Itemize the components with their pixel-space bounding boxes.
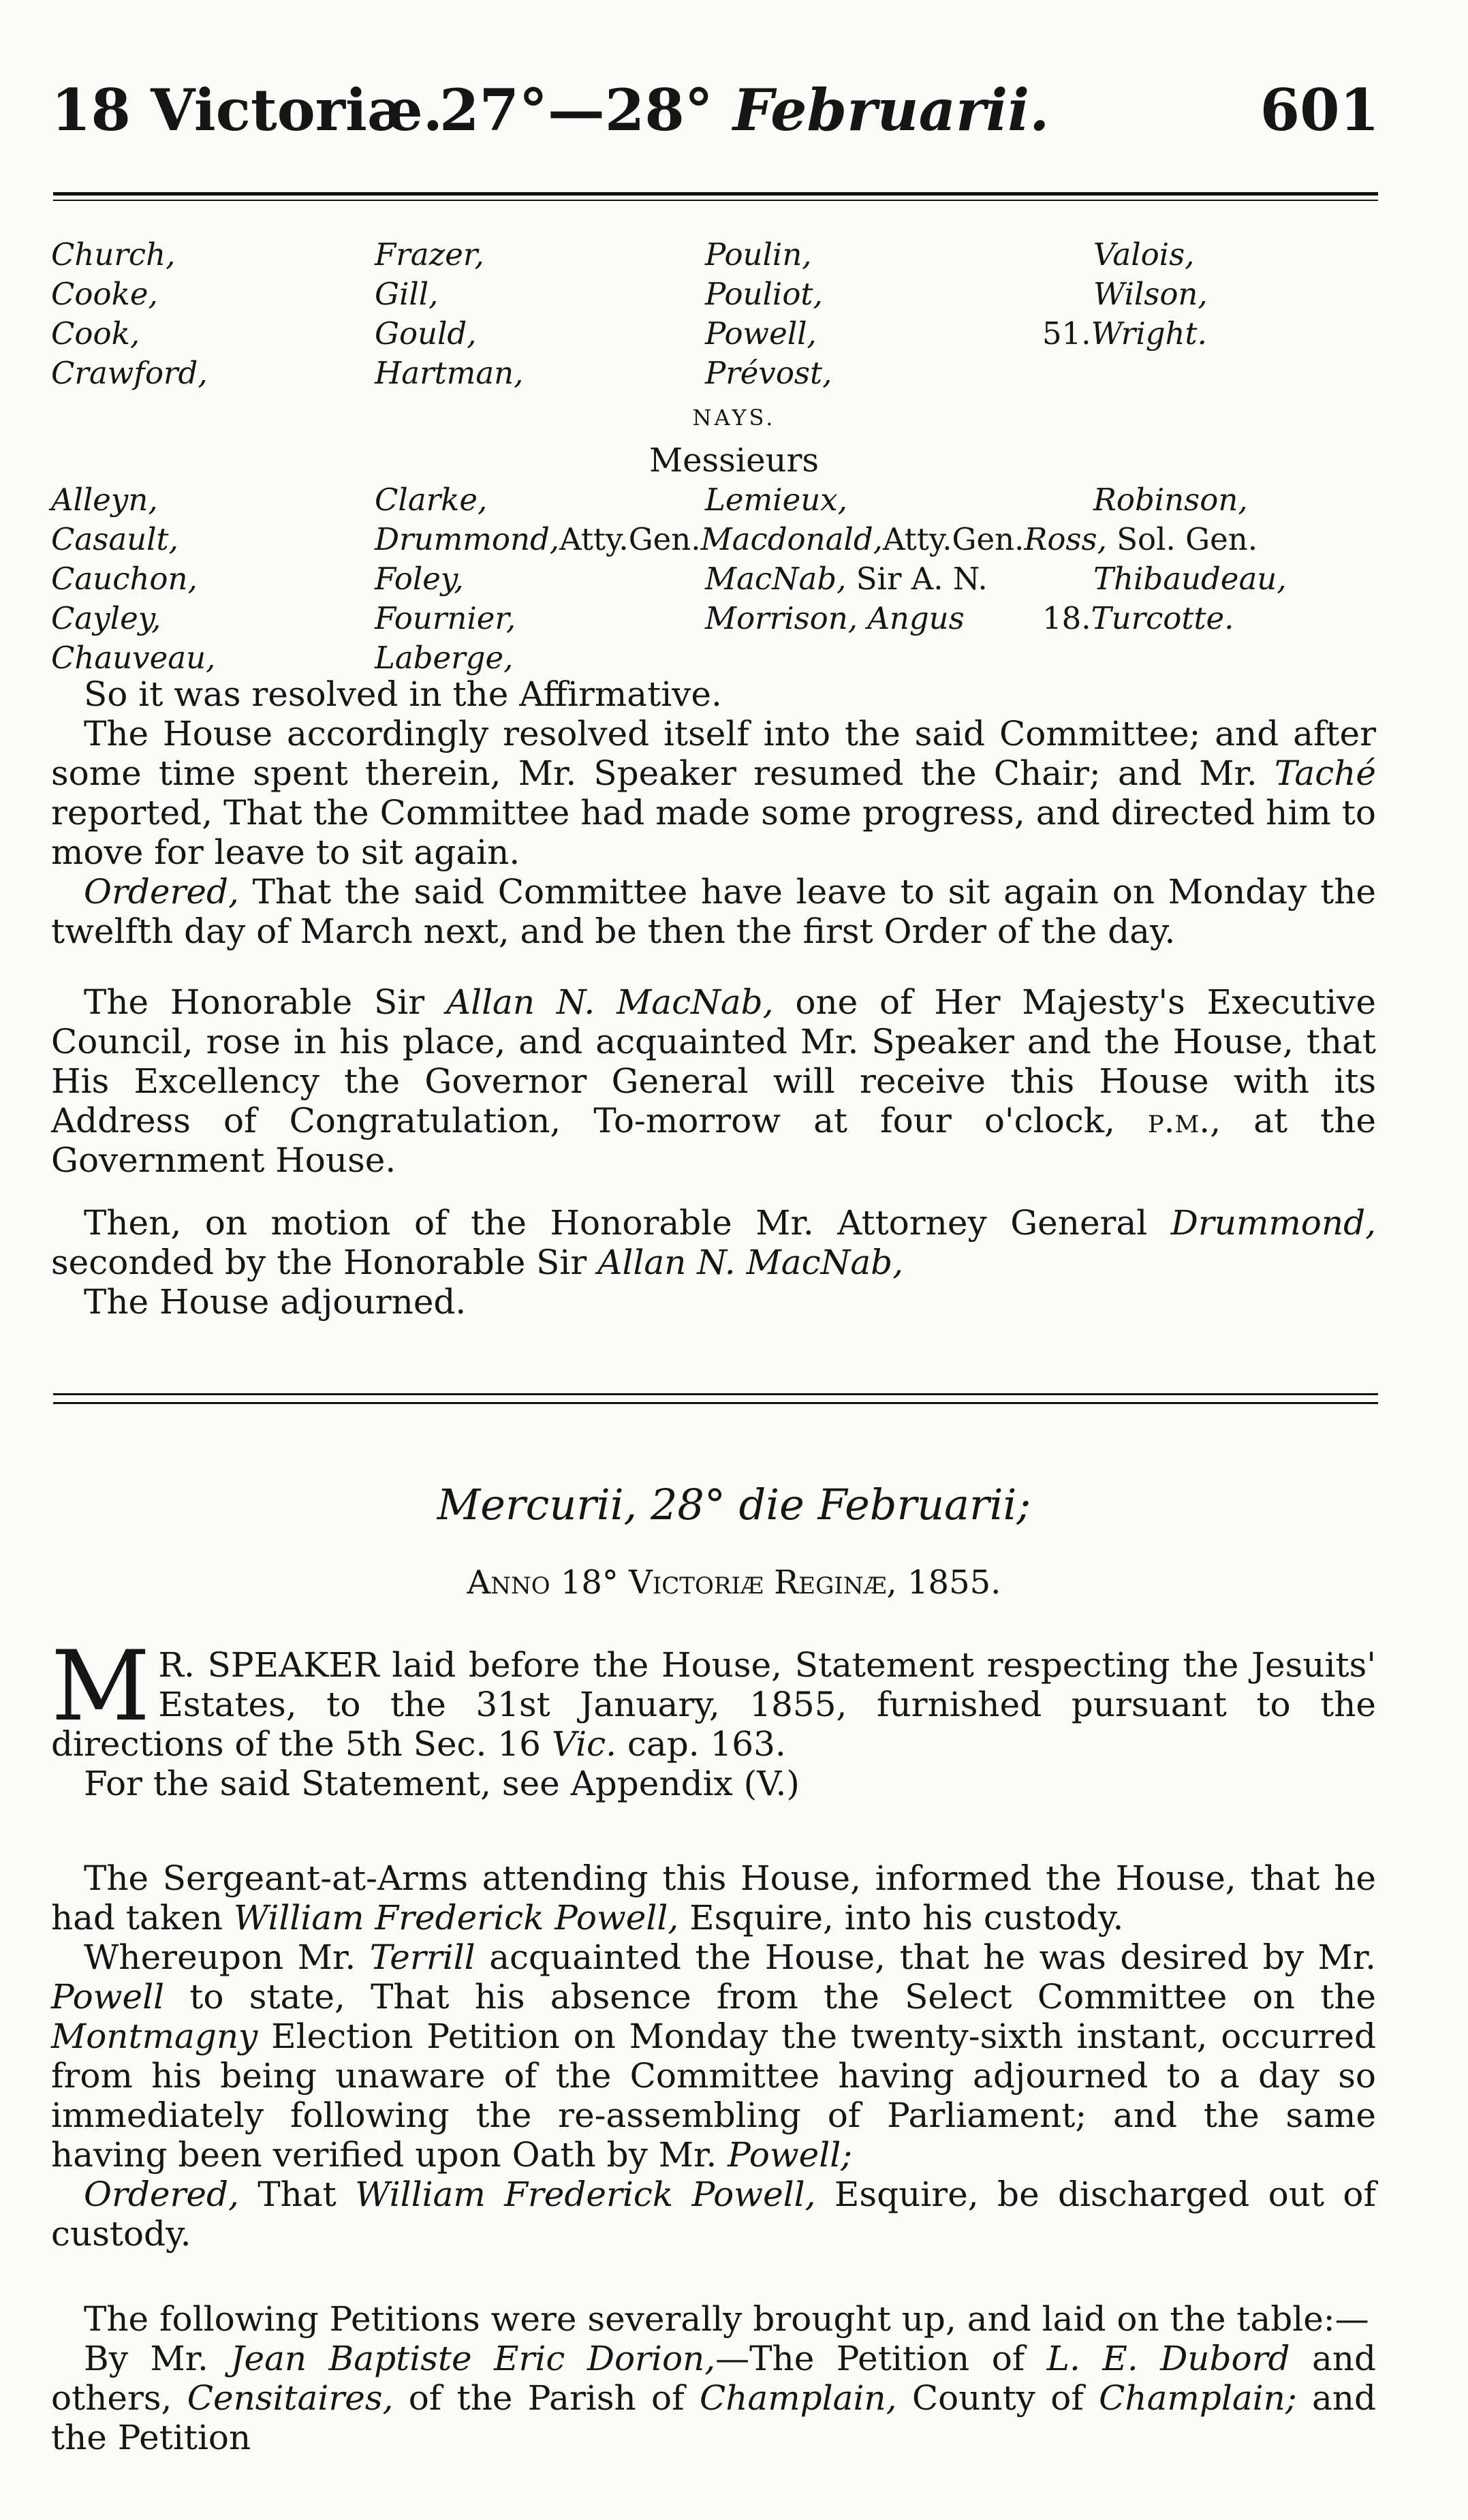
member-name: Fournier, <box>375 600 516 636</box>
text-run: acquainted the House, that he was desired by Mr. <box>475 1938 1376 1977</box>
member-name: L. E. Dubord <box>1046 2339 1290 2378</box>
text-run: of the Parish of <box>393 2378 700 2418</box>
office-title: Atty.Gen. <box>882 521 1025 557</box>
member-name: Hartman, <box>375 355 524 391</box>
adjournment-paragraph <box>51 1203 1376 1322</box>
member-name-with-office <box>705 559 988 599</box>
text-run: die Februarii; <box>725 1480 1031 1529</box>
nays-heading: NAYS. <box>692 405 776 431</box>
text-run: Whereupon Mr. <box>84 1938 370 1977</box>
place-name: Champlain; <box>1099 2378 1297 2418</box>
header-month: Februarii. <box>733 76 1050 144</box>
order-paragraph <box>51 2175 1376 2254</box>
committee-report <box>51 714 1376 872</box>
text-run: Then, on motion of the Honorable Mr. Attorney General <box>84 1203 1171 1243</box>
text-run: Mercurii, 28 <box>437 1480 704 1529</box>
section-rule <box>53 1393 1378 1404</box>
petitions-intro: The following Petitions were severally brought up, and laid on the table:— <box>84 2299 1369 2339</box>
member-name: Lemieux, <box>705 482 847 518</box>
name-row <box>51 314 1386 354</box>
member-name: Cayley, <box>51 600 161 636</box>
text-run: , at the Government House. <box>51 1101 1377 1180</box>
speaker-statement-paragraph <box>51 1630 1376 1803</box>
member-name: Morrison, Angus <box>705 600 965 636</box>
member-name: William Frederick Powell, <box>355 2175 816 2214</box>
yeas-total: 51. <box>1042 315 1091 352</box>
text-run: By Mr. <box>84 2339 231 2378</box>
member-name: Terrill <box>369 1938 475 1977</box>
place-name: Champlain, <box>699 2378 897 2418</box>
member-name: MacNab, <box>705 561 847 597</box>
name-row <box>51 275 1386 314</box>
member-name-with-total <box>1042 314 1207 354</box>
resolution-line: So it was resolved in the Affirmative. <box>84 674 722 714</box>
text-run: and others, <box>51 2339 1377 2418</box>
member-name: Allan N. MacNab, <box>446 982 774 1022</box>
custody-paragraph <box>51 1858 1376 2254</box>
text-run: The Honorable Sir <box>84 982 446 1022</box>
text-run: one of Her Majesty's Executive Council, rose in his place, and acquainted Mr. Speaker and the House, that His Excellency the Governor General will receive this House with its Address of Congratulation, To-morrow at four o'clock, <box>51 982 1377 1140</box>
text-run: Election Petition on Monday the twenty-sixth instant, occurred from his being unaware of the Committee having adjourned to a day so immediately following the re-assembling of Parliament; and the same having been verified upon Oath by Mr. <box>51 2017 1376 2175</box>
nays-total: 18. <box>1042 600 1091 636</box>
member-name: Powell; <box>728 2135 853 2175</box>
member-name-with-office <box>375 520 1258 559</box>
text-run: That the said Committee have leave to sit again on Monday the twelfth day of March next, and be then the first Order of the day. <box>51 872 1376 951</box>
motion-text <box>51 1203 1376 1282</box>
text-run: Esquire, be discharged out of custody. <box>51 2175 1376 2254</box>
member-name: Casault, <box>51 521 178 557</box>
member-name: Foley, <box>375 561 464 597</box>
custody-text <box>51 1858 1376 1938</box>
ordered-label: Ordered, <box>84 2175 239 2214</box>
member-name: Wright. <box>1091 315 1207 352</box>
member-name: Gould, <box>375 315 477 352</box>
header-dates <box>439 76 1049 144</box>
member-name: Church, <box>51 236 176 273</box>
member-name: Gill, <box>375 276 439 312</box>
name-row <box>51 235 1386 275</box>
member-name: Powell <box>51 1977 165 2017</box>
member-name: Macdonald, <box>700 521 883 557</box>
member-name: Alleyn, <box>51 482 158 518</box>
address-paragraph <box>51 982 1376 1180</box>
member-name: Prévost, <box>705 355 832 391</box>
anno-line: Anno 18° Victoriæ Reginæ, 1855. <box>467 1564 1001 1602</box>
office-title: Atty.Gen. <box>559 521 701 557</box>
text-run: seconded by the Honorable Sir <box>51 1243 598 1282</box>
text-run: cap. 163. <box>616 1724 786 1764</box>
nays-list <box>51 480 1386 678</box>
office-title: Sir A. N. <box>856 561 988 597</box>
place-name: Montmagny <box>51 2017 258 2056</box>
name-row <box>51 480 1386 520</box>
header-day-range: 27°—28° <box>439 76 713 144</box>
member-name: Clarke, <box>375 482 488 518</box>
yeas-list <box>51 235 1386 393</box>
header-rule <box>53 192 1378 201</box>
header-regnal-year: 18 Victoriæ. <box>51 76 443 144</box>
member-name: Drummond, <box>375 521 560 557</box>
member-name: Powell, <box>705 315 817 352</box>
text-run: The House accordingly resolved itself into the said Committee; and after some time spent therein, Mr. Speaker resumed the Chair; and Mr. <box>51 714 1376 793</box>
drop-cap: M <box>51 1630 151 1743</box>
text-run: Esquire, into his custody. <box>678 1898 1124 1938</box>
member-name: Cooke, <box>51 276 158 312</box>
petition-text <box>51 2339 1376 2457</box>
text-run: That <box>238 2175 356 2214</box>
member-name: Laberge, <box>375 640 514 676</box>
text-run: The Sergeant-at-Arms attending this House, informed the House, that he had taken <box>51 1858 1376 1938</box>
member-name: Wilson, <box>1093 276 1208 312</box>
appendix-line: For the said Statement, see Appendix (V.) <box>84 1764 800 1803</box>
ordered-label: Ordered, <box>84 872 239 912</box>
member-name: Robinson, <box>1093 482 1248 518</box>
name-row <box>51 559 1386 599</box>
page-number: 601 <box>1260 76 1379 144</box>
member-name: Ross, <box>1024 521 1107 557</box>
text-run: to state, That his absence from the Select Committee on the <box>164 1977 1376 2017</box>
adjourned-line: The House adjourned. <box>84 1282 467 1322</box>
member-name: Frazer, <box>375 236 484 273</box>
member-name: William Frederick Powell, <box>233 1898 679 1938</box>
day-heading <box>0 1480 1468 1529</box>
member-name: Taché <box>1274 753 1376 793</box>
resolution-paragraph <box>51 674 1376 951</box>
name-row <box>51 599 1386 638</box>
statement-text <box>51 1630 1376 1764</box>
member-name: Jean Baptiste Eric Dorion, <box>230 2339 716 2378</box>
member-name: Poulin, <box>705 236 812 273</box>
text-run: reported, That the Committee had made some progress, and directed him to move for leave to sit again. <box>51 793 1376 872</box>
member-name: Valois, <box>1093 236 1195 273</box>
text-run: and the Petition <box>51 2378 1376 2457</box>
name-row <box>51 354 1386 393</box>
member-name: Drummond, <box>1170 1203 1376 1243</box>
member-name: Crawford, <box>51 355 208 391</box>
member-name: Allan N. MacNab, <box>597 1243 904 1282</box>
member-name: Turcotte. <box>1091 600 1234 636</box>
text-run: ° <box>704 1480 725 1529</box>
member-name: Thibaudeau, <box>1093 561 1287 597</box>
member-name-with-total <box>1042 599 1234 638</box>
name-row <box>51 520 1386 559</box>
member-name: Pouliot, <box>705 276 823 312</box>
petitions-paragraph <box>51 2299 1376 2457</box>
text-run: County of <box>896 2378 1099 2418</box>
office-title: Sol. Gen. <box>1116 521 1258 557</box>
running-header <box>51 76 1379 158</box>
text-run: Vic. <box>551 1724 616 1764</box>
text-run: p.m. <box>1148 1101 1211 1140</box>
text-run: R. SPEAKER laid before the House, Statement respecting the Jesuits' Estates, to the 31st January, 1855, furnished pursuant to the directions of the 5th Sec. 16 <box>51 1645 1376 1764</box>
member-name: Cook, <box>51 315 140 352</box>
member-name: Cauchon, <box>51 561 198 597</box>
whereupon-text <box>51 1938 1376 2175</box>
text-run: Censitaires, <box>187 2378 394 2418</box>
order-paragraph <box>51 872 1376 951</box>
address-text <box>51 982 1376 1180</box>
text-run: —The Petition of <box>715 2339 1047 2378</box>
member-name: Chauveau, <box>51 640 216 676</box>
name-row <box>51 638 1386 678</box>
messieurs-heading: Messieurs <box>649 441 819 480</box>
